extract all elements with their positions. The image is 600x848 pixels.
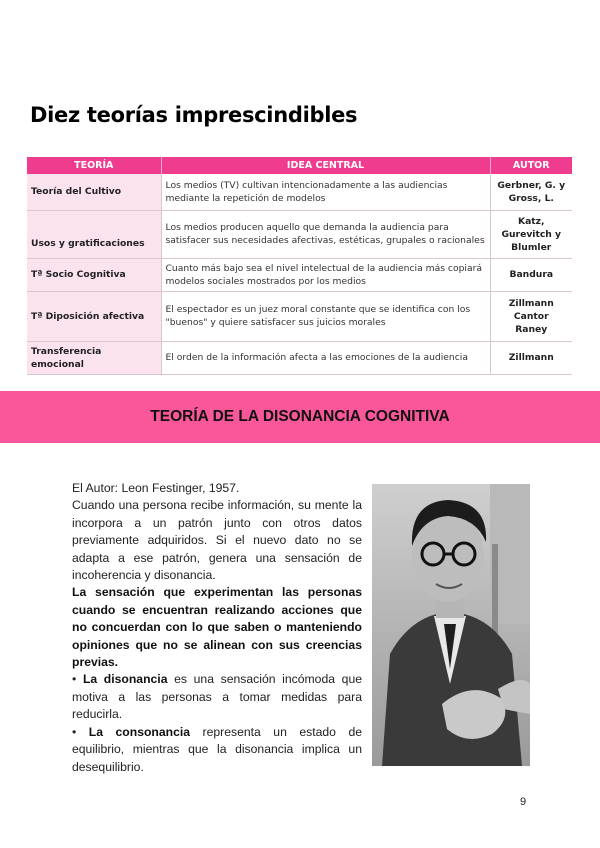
portrait-illustration	[372, 484, 530, 766]
table-header-row	[27, 157, 572, 174]
author-line: Zillmann	[508, 297, 554, 309]
header-idea: IDEA CENTRAL	[161, 157, 490, 174]
page-number: 9	[520, 796, 527, 808]
theory-name: Tª Diposición afectiva	[27, 291, 161, 341]
bullet-marker: •	[72, 724, 77, 739]
idea-line: "buenos" y quiere satisfacer sus juicios morales	[165, 317, 386, 328]
author-line: Bandura	[509, 269, 554, 280]
theory-name: Tª Socio Cognitiva	[27, 258, 161, 291]
article-body	[72, 480, 362, 776]
table-row	[27, 174, 572, 210]
page-title: Diez teorías imprescindibles	[30, 103, 358, 127]
idea-line: mediante la repetición de modelos	[165, 192, 326, 204]
bullet-marker: •	[72, 672, 77, 687]
author-line: Blumler	[511, 241, 552, 253]
author-photo	[372, 484, 530, 766]
theories-table	[27, 157, 572, 375]
consonance-term: La consonancia	[88, 724, 191, 739]
theory-author	[490, 174, 572, 210]
table-row	[27, 210, 572, 258]
table-row	[27, 291, 572, 341]
theory-author	[490, 341, 572, 374]
table-row	[27, 258, 572, 291]
theory-author	[490, 291, 572, 341]
header-theory: TEORÍA	[27, 157, 161, 174]
author-line: Gross, L.	[508, 192, 554, 204]
theory-name: Transferencia emocional	[27, 341, 161, 374]
theory-name: Usos y gratificaciones	[27, 210, 161, 258]
author-line: Raney	[515, 323, 548, 335]
theory-idea	[161, 258, 490, 291]
header-author: AUTOR	[490, 157, 572, 174]
definition-bold-text: La sensación que experimentan las personas cuando se encuentran realizando acciones que no concuerdan con lo que saben o manteniendo opiniones que no se alinean con sus creencias previas.	[72, 585, 362, 670]
consonance-text: representa un estado de equilibrio, mientras que la disonancia implica un desequilibrio.	[72, 724, 363, 774]
dissonance-term: La disonancia	[82, 672, 168, 687]
section-heading: TEORÍA DE LA DISONANCIA COGNITIVA	[150, 408, 450, 425]
theory-name: Teoría del Cultivo	[27, 174, 161, 210]
author-line: Gerbner, G. y	[497, 179, 566, 191]
theory-idea	[161, 291, 490, 341]
idea-line: El espectador es un juez moral constante que se identifica con los	[165, 304, 471, 315]
idea-line: El orden de la información afecta a las emociones de la audiencia	[165, 352, 468, 363]
idea-line: satisfacer sus necesidades afectivas, estéticas, grupales o racionales	[165, 235, 485, 246]
table-row	[27, 341, 572, 374]
intro-paragraph: Cuando una persona recibe información, su mente la incorpora a un patrón junto con otros datos previamente adquiridos. Si el nuevo dato no se adapta a ese patrón, genera una sensación de incoherencia y disonancia.	[72, 498, 362, 583]
author-line: Cantor	[513, 310, 549, 322]
author-line: Katz, Gurevitch y	[501, 215, 562, 240]
dissonance-text: es una sensación incómoda que motiva a las personas a tomar medidas para reducirla.	[72, 672, 362, 722]
idea-line: Cuanto más bajo sea el nivel intelectual de la audiencia más copiará	[165, 262, 483, 274]
bullet-dissonance	[72, 671, 362, 723]
idea-line: Los medios (TV) cultivan intencionadamente a las audiencias	[165, 179, 448, 191]
theory-idea	[161, 341, 490, 374]
section-banner	[0, 391, 600, 443]
theory-author	[490, 210, 572, 258]
theory-author	[490, 258, 572, 291]
bullet-consonance	[72, 724, 362, 776]
theory-idea	[161, 174, 490, 210]
definition-paragraph	[72, 584, 362, 671]
author-line: Zillmann	[508, 352, 554, 363]
idea-line: Los medios producen aquello que demanda la audiencia para	[165, 222, 449, 233]
idea-line: modelos sociales mostrados por los medios	[165, 275, 366, 287]
theory-idea	[161, 210, 490, 258]
author-line: El Autor: Leon Festinger, 1957.	[72, 481, 240, 495]
